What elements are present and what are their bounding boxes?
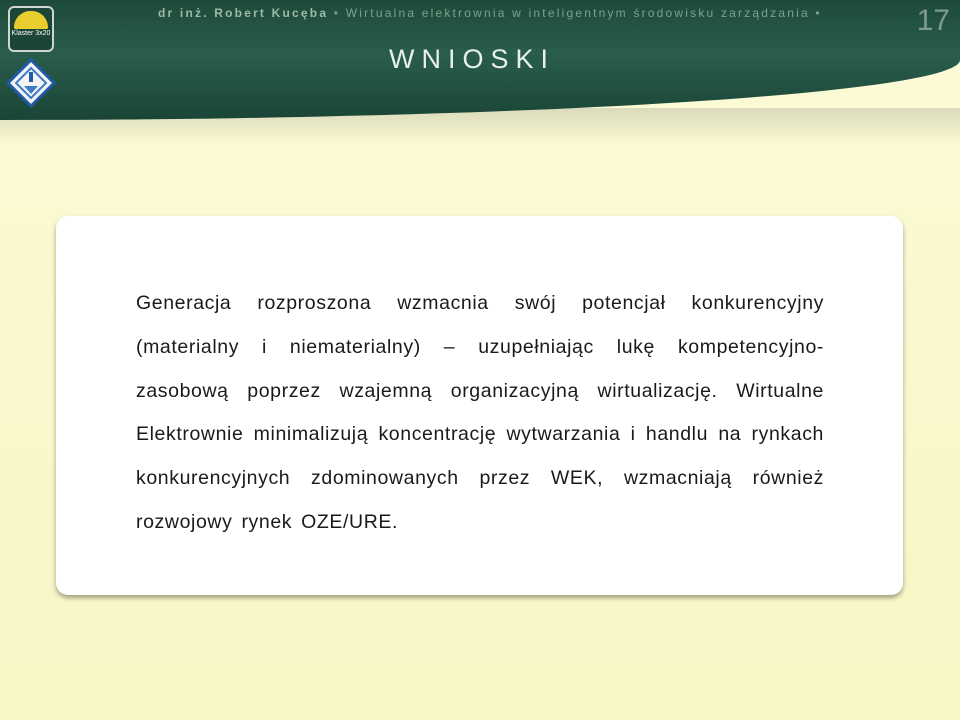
slide-number: 17 <box>916 4 950 37</box>
logo-text: Klaster 3x20 <box>11 30 51 37</box>
sun-icon <box>14 11 48 29</box>
klaster-logo <box>8 6 54 52</box>
separator-bullet: • <box>815 6 822 20</box>
institution-logo-icon <box>6 58 56 108</box>
header-banner <box>0 0 960 120</box>
slide-title: WNIOSKI <box>389 44 556 74</box>
separator-bullet: • <box>333 6 341 20</box>
presentation-subject: Wirtualna elektrownia w inteligentnym środowisku zarządzania <box>345 6 810 20</box>
author-name: dr inż. Robert Kucęba <box>158 6 329 20</box>
content-card <box>56 216 903 595</box>
conclusion-paragraph: Generacja rozproszona wzmacnia swój potencjał konkurencyjny (materialny i niematerialny) – uzupełniając lukę kompetencyjno-zasobową poprzez wzajemną organizacyjną wirtualizację. Wirtualne Elektrownie minimalizują koncentrację wytwarzania i handlu na rynkach konkurencyjnych zdominowanych przez WEK, wzmacniają również rozwojowy rynek OZE/URE. <box>136 292 824 533</box>
header-meta <box>158 6 822 20</box>
